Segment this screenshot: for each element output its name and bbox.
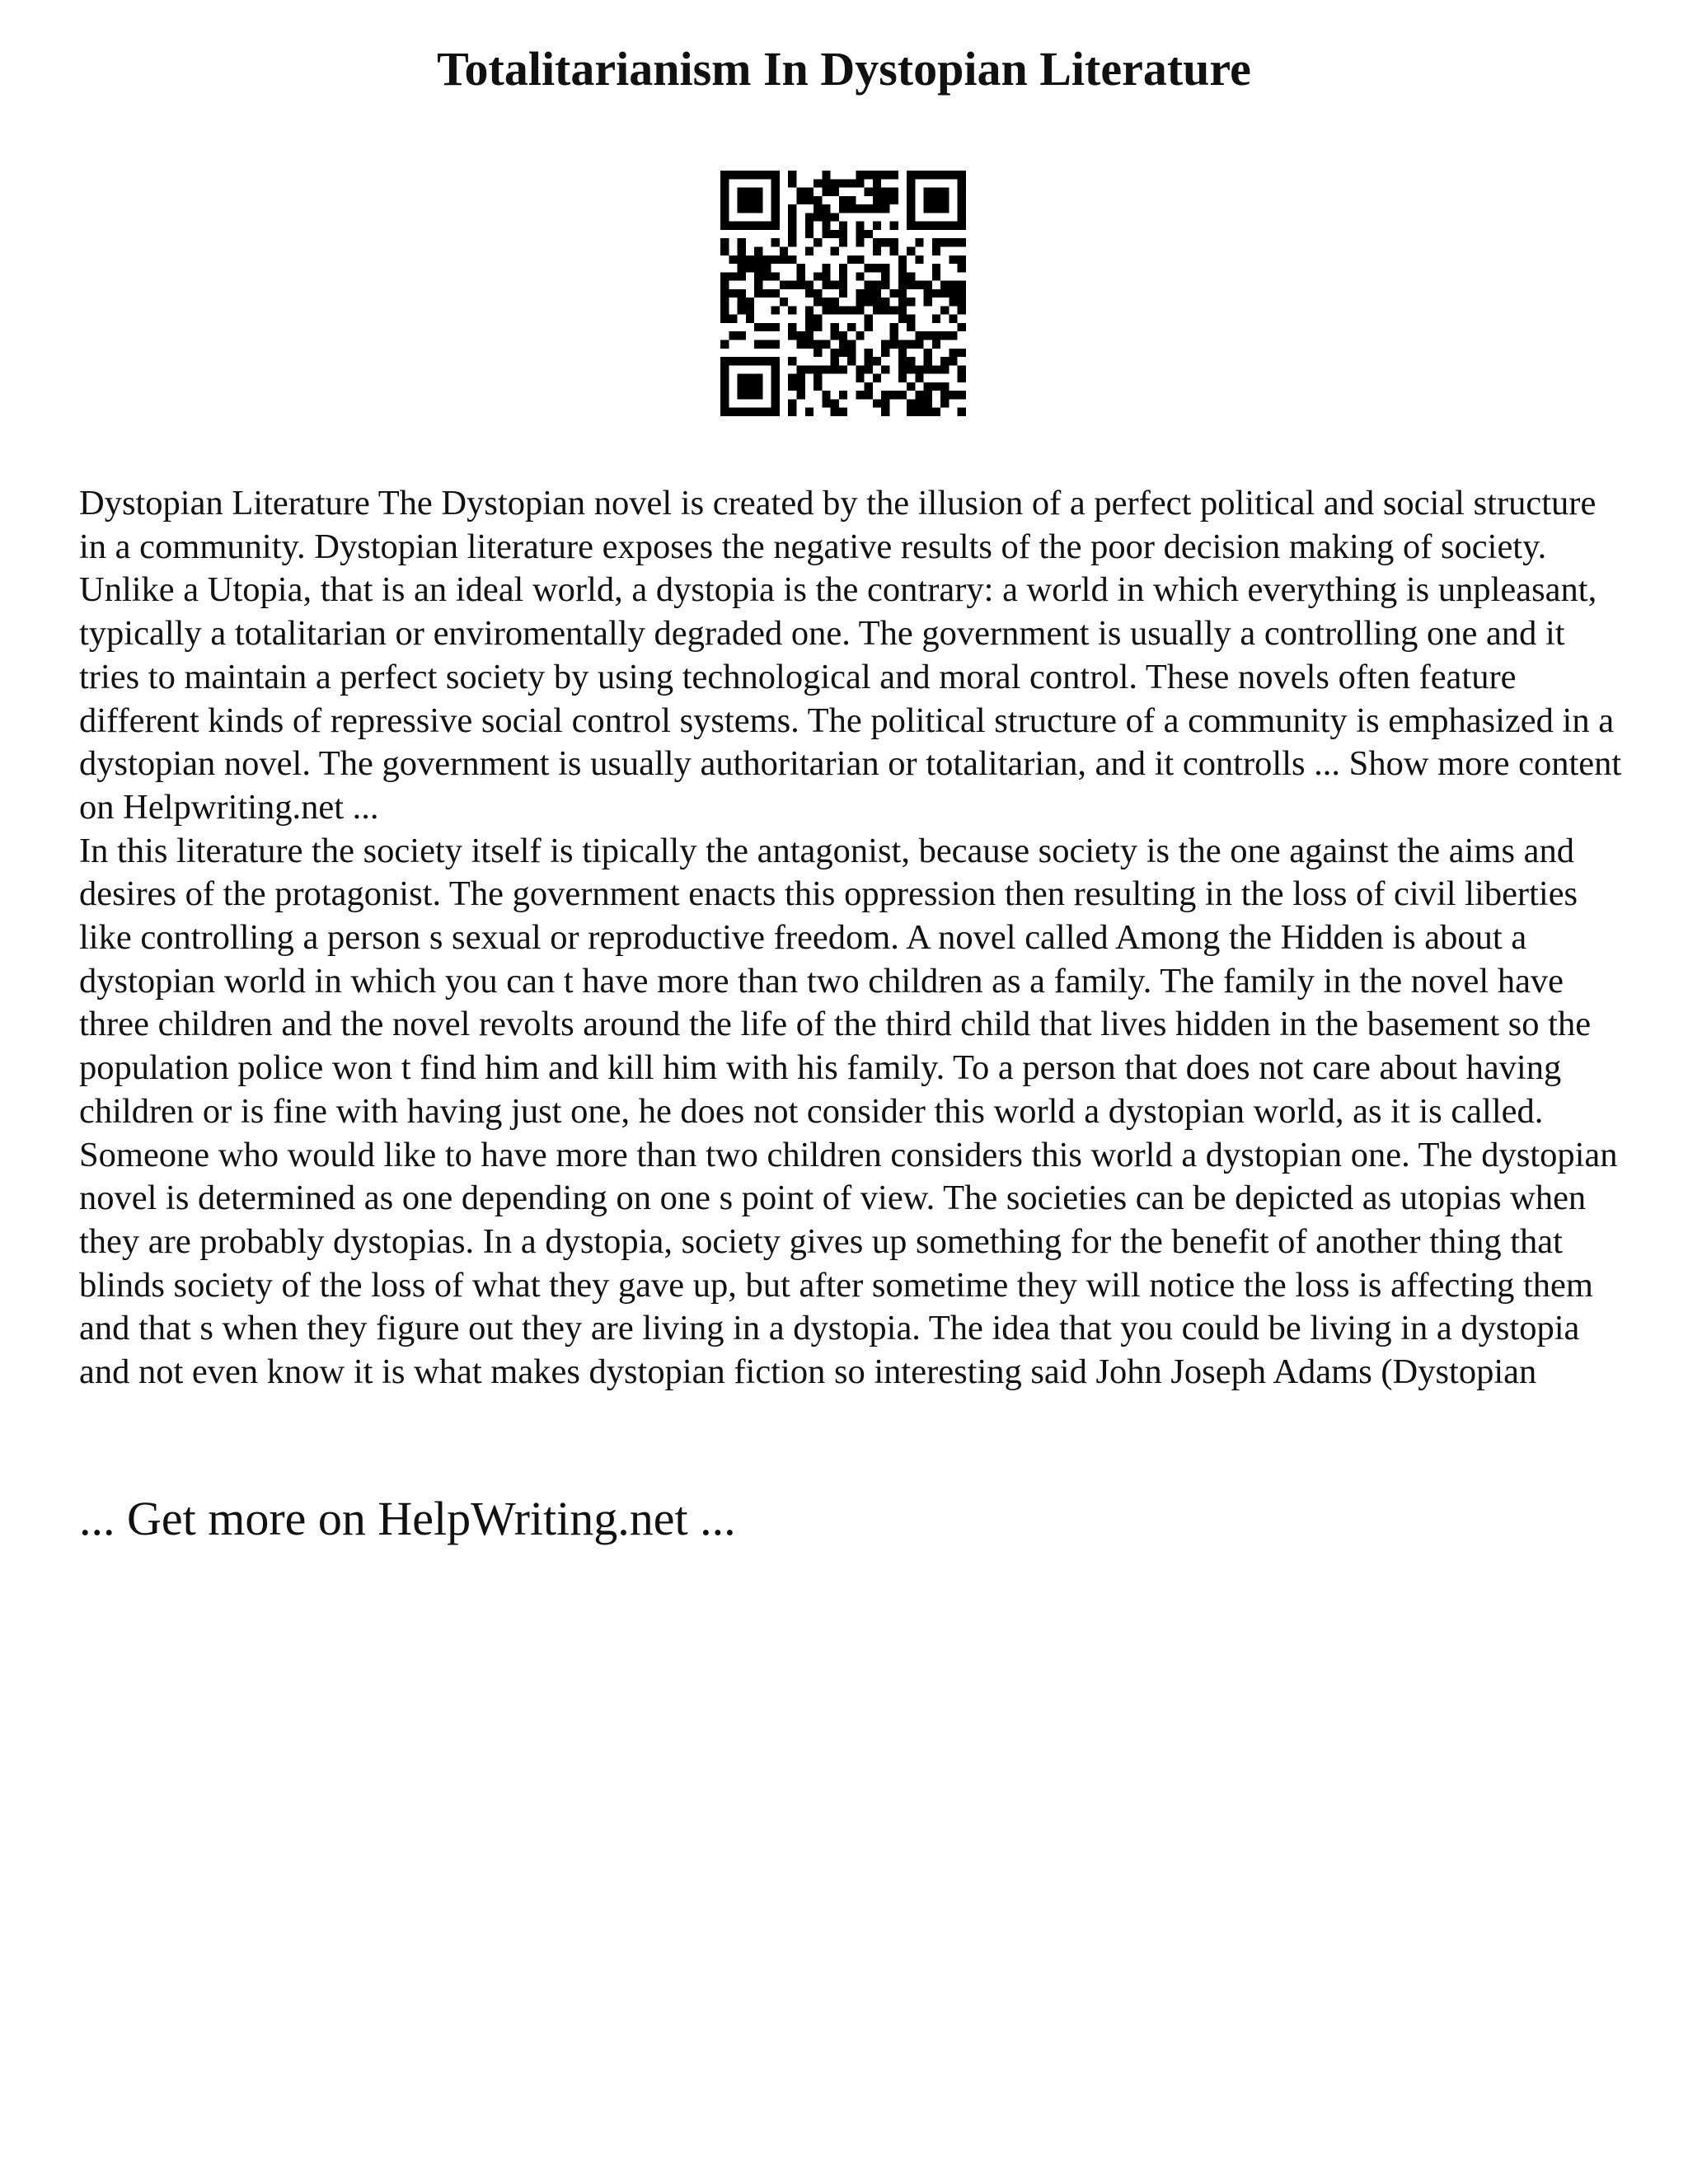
- paragraph: Dystopian Literature The Dystopian novel is created by the illusion of a perfect political and social structure in a community. Dystopian literature exposes the negative results of the poor decision making of society. Unlike a Utopia, that is an ideal world, a dystopia is the contrary: a world in which everything is unpleasant, typically a totalitarian or enviromentally degraded one. The government is usually a controlling one and it tries to maintain a perfect society by using technological and moral control. These novels often feature different kinds of repressive social control systems. The political structure of a community is emphasized in a dystopian novel. The government is usually authoritarian or totalitarian, and it controlls ... Show more content on Helpwriting.net ...: [79, 484, 1622, 827]
- page-title: Totalitarianism In Dystopian Literature: [437, 42, 1251, 96]
- qr-code-icon[interactable]: [720, 171, 966, 416]
- get-more-link[interactable]: ... Get more on HelpWriting.net ...: [79, 1492, 736, 1545]
- article-body: [79, 482, 1629, 1394]
- paragraph: In this literature the society itself is tipically the antagonist, because society is the one against the aims and desires of the protagonist. The government enacts this oppression then resulting in the loss of civil liberties like controlling a person s sexual or reproductive freedom. A novel called Among the Hidden is about a dystopian world in which you can t have more than two children as a family. The family in the novel have three children and the novel revolts around the life of the third child that lives hidden in the basement so the population police won t find him and kill him with his family. To a person that does not care about having children or is fine with having just one, he does not consider this world a dystopian world, as it is called. Someone who would like to have more than two children considers this world a dystopian one. The dystopian novel is determined as one depending on one s point of view. The societies can be depicted as utopias when they are probably dystopias. In a dystopia, society gives up something for the benefit of another thing that blinds society of the loss of what they gave up, but after sometime they will notice the loss is affecting them and that s when they figure out they are living in a dystopia. The idea that you could be living in a dystopia and not even know it is what makes dystopian fiction so interesting said John Joseph Adams (Dystopian: [79, 831, 1618, 1392]
